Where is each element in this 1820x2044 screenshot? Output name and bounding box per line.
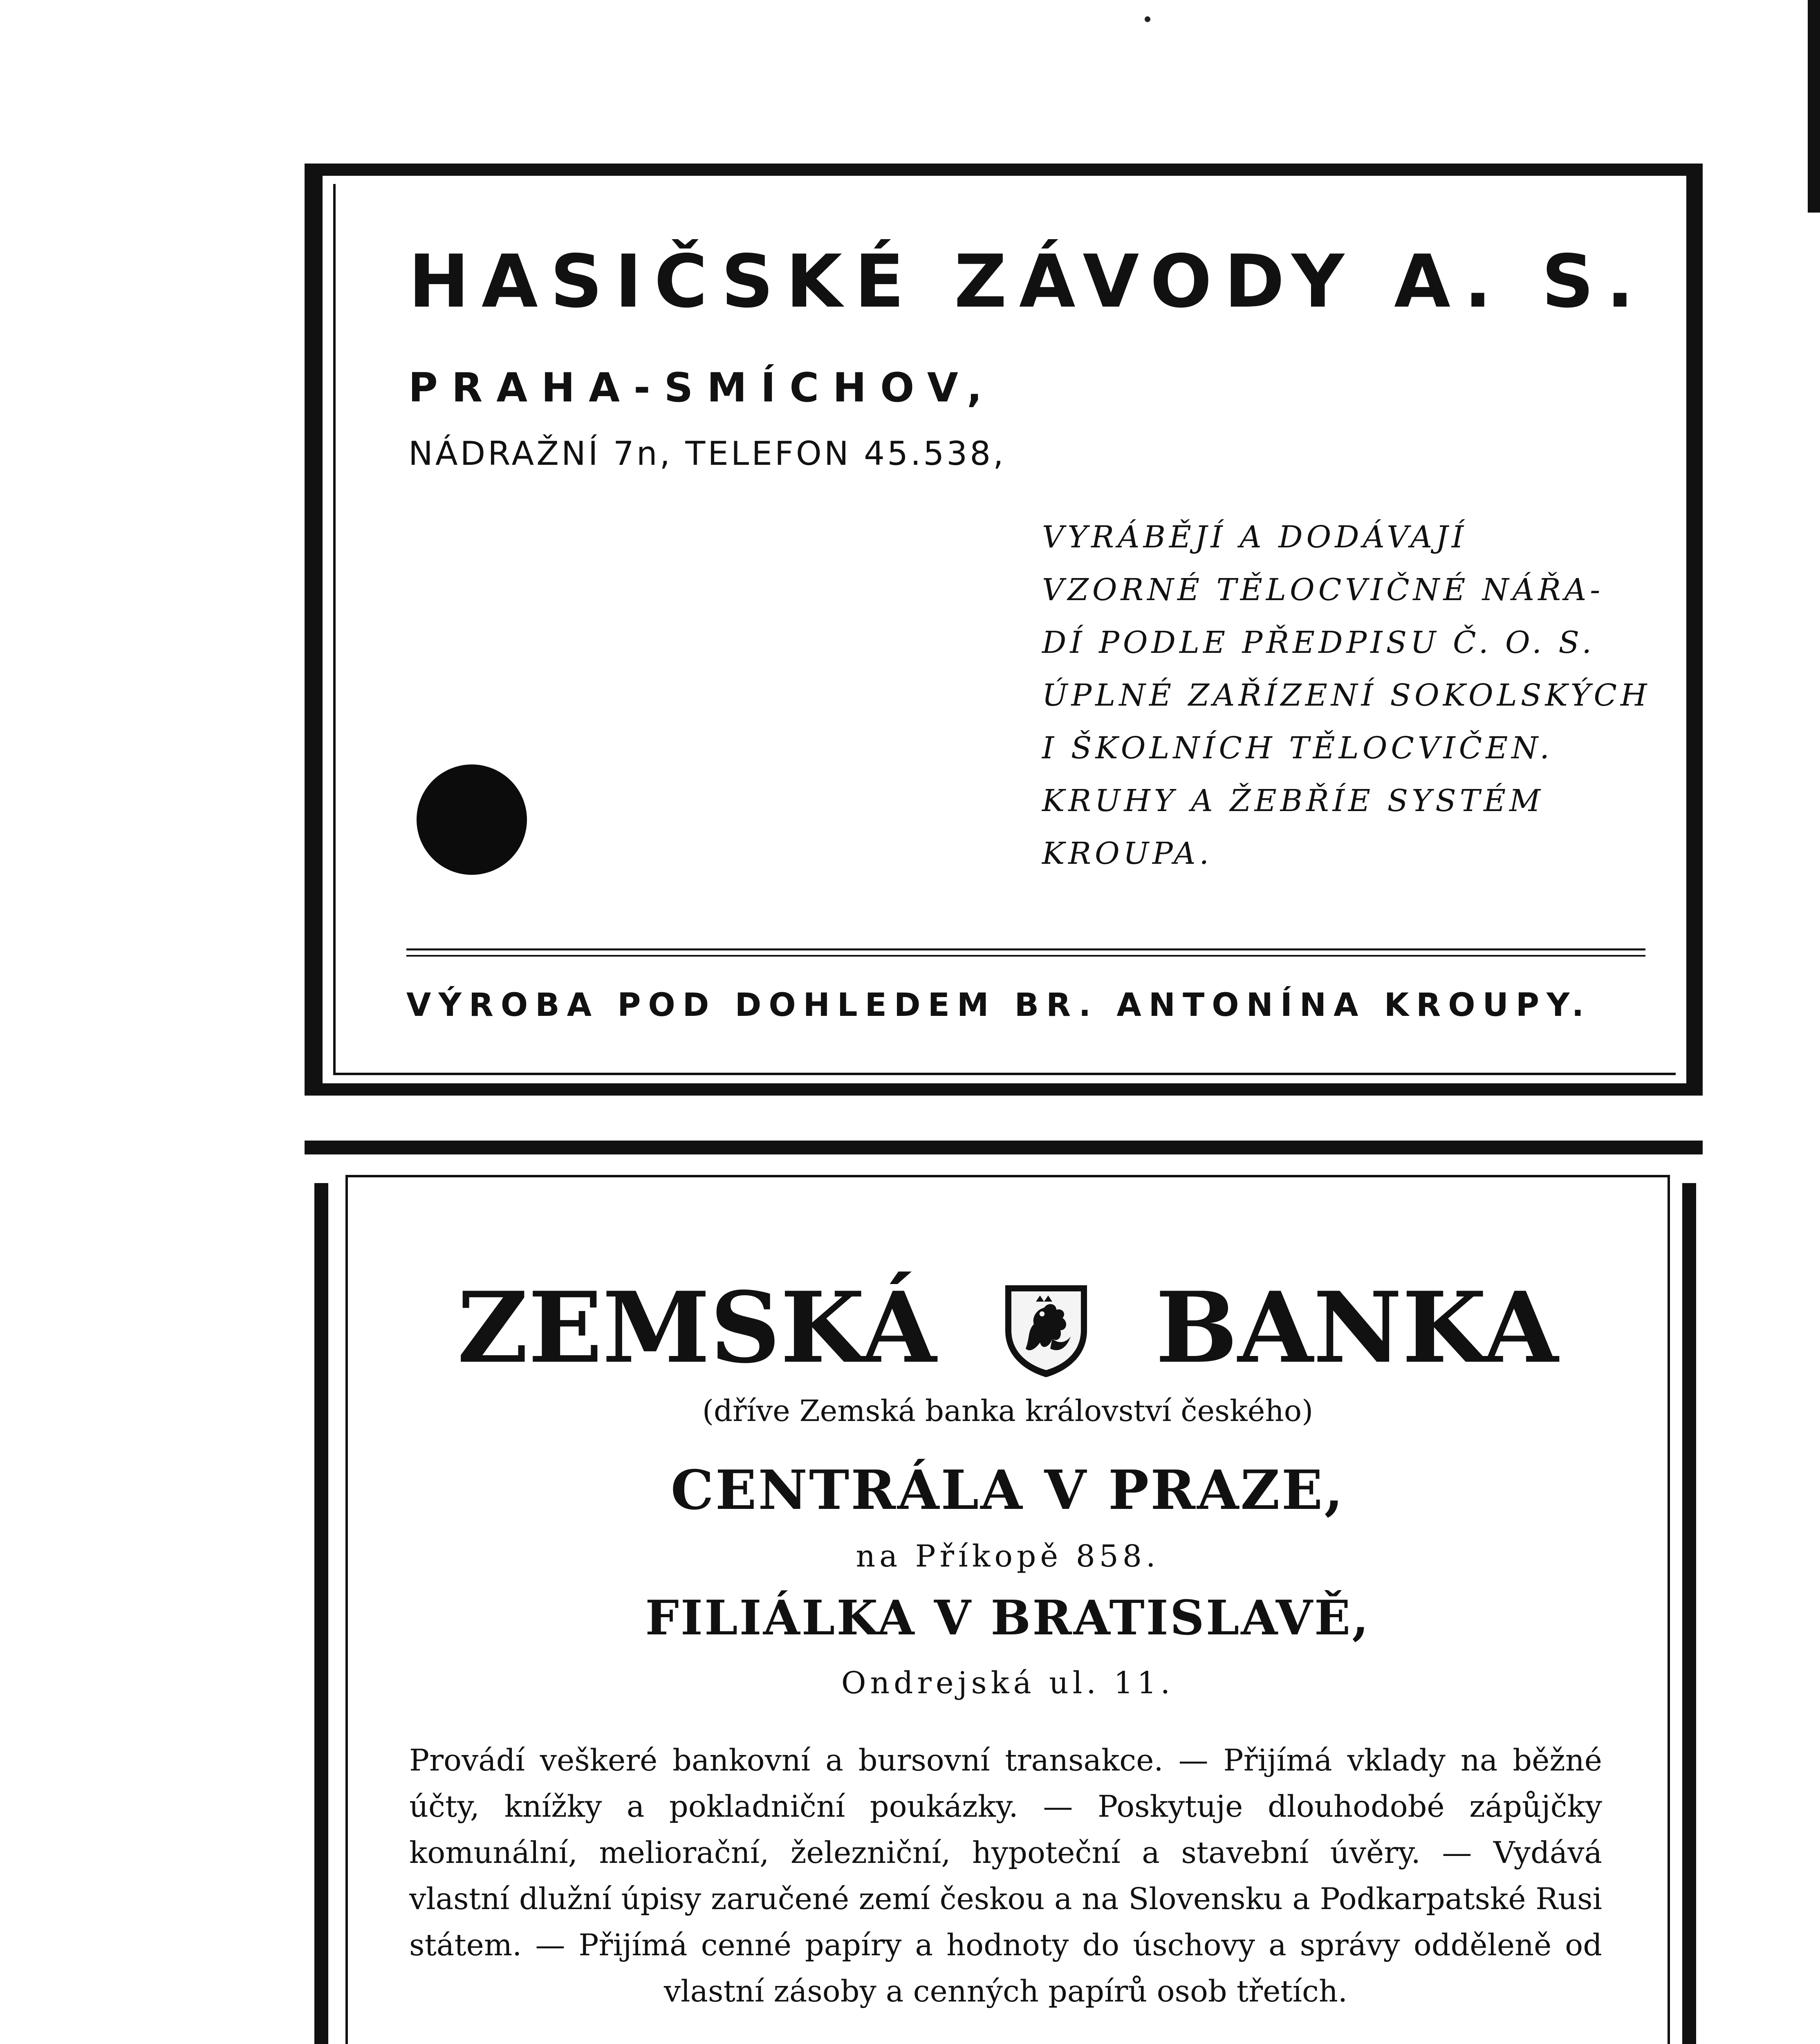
branch-office-address: Ondrejská ul. 11. <box>841 1665 1174 1701</box>
production-supervision-note: VÝROBA POD DOHLEDEM BR. ANTONÍNA KROUPY. <box>406 987 1591 1024</box>
central-office-heading: CENTRÁLA V PRAZE, <box>670 1459 1345 1522</box>
description-line: DÍ PODLE PŘEDPISU Č. O. S. <box>1042 625 1595 660</box>
coat-of-arms-icon <box>995 1277 1097 1379</box>
branch-office-heading: FILIÁLKA V BRATISLAVĚ, <box>645 1590 1370 1646</box>
company-city: PRAHA-SMÍCHOV, <box>408 365 996 411</box>
bank-advertisement <box>305 1141 1703 2044</box>
divider-rule <box>406 955 1645 957</box>
scan-edge-mark <box>1808 0 1820 213</box>
bank-title <box>348 1271 1668 1385</box>
description-line: ÚPLNÉ ZAŘÍZENÍ SOKOLSKÝCH <box>1042 678 1651 713</box>
product-description <box>1042 511 1663 880</box>
fire-works-advertisement <box>305 164 1703 1096</box>
bank-inner-frame <box>345 1175 1670 2044</box>
company-name: HASIČSKÉ ZÁVODY A. S. <box>408 239 1646 324</box>
black-dot-ornament <box>417 764 527 875</box>
scan-speck <box>1145 16 1150 22</box>
description-line: I ŠKOLNÍCH TĚLOCVIČEN. <box>1042 731 1553 766</box>
description-line: KRUHY A ŽEBŘÍE SYSTÉM <box>1042 783 1544 818</box>
left-frame-bar <box>314 1183 328 2044</box>
bank-title-right: BANKA <box>1155 1271 1558 1385</box>
bank-title-left: ZEMSKÁ <box>457 1271 937 1385</box>
right-frame-bar <box>1682 1183 1696 2044</box>
company-address: NÁDRAŽNÍ 7n, TELEFON 45.538, <box>408 435 1006 473</box>
divider-rule <box>406 948 1645 950</box>
bank-former-name: (dříve Zemská banka království českého) <box>702 1394 1313 1428</box>
description-line: KROUPA. <box>1042 836 1213 871</box>
bank-services-text: Provádí veškeré bankovní a bursovní transakce. — Přijímá vklady na běžné účty, knížky a pokladniční poukázky. — Poskytuje dlouhodobé zápůjčky komunální, meliorační, železniční, hypoteční a stavební úvěry. — Vydává vlastní dlužní úpisy zaručené zemí českou a na Slovensku a Podkarpatské Rusi státem. — Přijímá cenné papíry a hodnoty do úschovy a správy odděleně od vlastní zásoby a cenných papírů osob třetích. <box>409 1743 1602 2009</box>
description-line: VYRÁBĚJÍ A DODÁVAJÍ <box>1042 520 1468 555</box>
description-line: VZORNÉ TĚLOCVIČNÉ NÁŘA- <box>1042 572 1604 607</box>
central-office-address: na Příkopě 858. <box>856 1539 1160 1574</box>
